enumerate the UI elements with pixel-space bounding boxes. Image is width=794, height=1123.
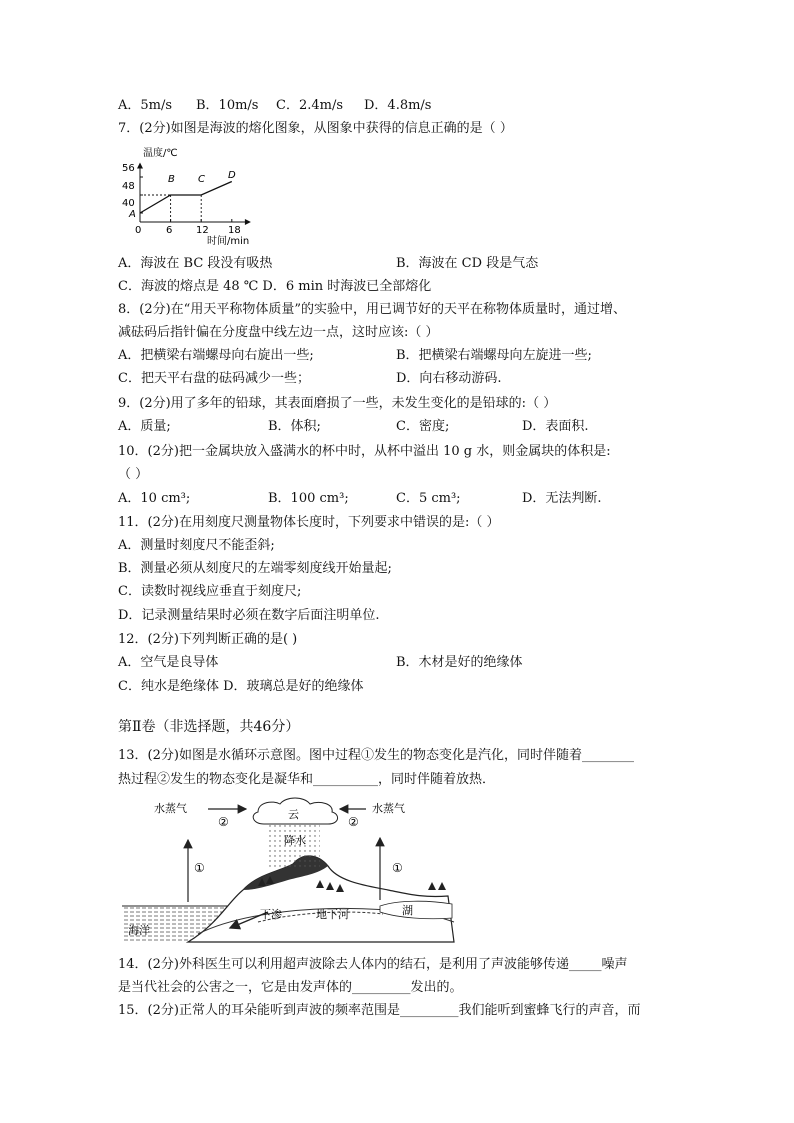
graph-ytick-48: 48: [122, 181, 135, 192]
label-vapor-right: 水蒸气: [372, 802, 405, 815]
label-rain: 降水: [284, 834, 306, 847]
q9-option-a: A．质量;: [118, 419, 171, 434]
q8-option-c: C．把天平右盘的砝码减少一些；: [118, 371, 310, 386]
q10-option-a: A．10 cm³;: [118, 491, 191, 506]
q12-option-cd: C．纯水是绝缘体 D．玻璃总是好的绝缘体: [118, 679, 364, 694]
q13-line2: 热过程②发生的物态变化是凝华和__________，同时伴随着放热．: [118, 772, 496, 787]
graph-xtick-6: 6: [166, 225, 173, 236]
graph-point-label-c: C: [198, 174, 205, 185]
q12-option-a: A．空气是良导体: [118, 655, 219, 670]
label-circle2-right: ②: [348, 815, 359, 829]
q11-option-a: A．测量时刻度尺不能歪斜;: [118, 538, 275, 553]
q7-option-a: A．海波在 BC 段没有吸热: [118, 256, 273, 271]
q15-line1: 15．(2分)正常人的耳朵能听到声波的频率范围是_________我们能听到蜜蜂飞行的声音，而: [118, 1003, 641, 1018]
q8-option-a: A．把横梁右端螺母向右旋出一些;: [118, 348, 314, 363]
q9-stem: 9．(2分)用了多年的铅球，其表面磨损了一些，未发生变化的是铅球的:（ ）: [118, 396, 557, 411]
graph-ylabel: 温度/℃: [143, 148, 178, 159]
q14-line1: 14．(2分)外科医生可以利用超声波除去人体内的结石，是利用了声波能够传递_____噪声: [118, 957, 628, 972]
graph-point-label-a: A: [129, 209, 136, 220]
q7-option-cd: C．海波的熔点是 48 ℃ D．6 min 时海波已全部熔化: [118, 279, 432, 294]
q6-option-a: A．5m/s: [118, 98, 173, 113]
graph-y-arrow: [137, 163, 143, 169]
q10-stem-line2: （ ）: [118, 467, 149, 482]
q13-line1: 13．(2分)如图是水循环示意图。图中过程①发生的物态变化是汽化，同时伴随着________: [118, 748, 634, 763]
section-2-title: 第Ⅱ卷（非选择题，共46分）: [118, 719, 300, 735]
label-vapor-left: 水蒸气: [154, 802, 187, 815]
graph-xtick-0: 0: [135, 225, 142, 236]
label-circle1-left: ①: [194, 861, 205, 875]
q11-option-c: C．读数时视线应垂直于刻度尺;: [118, 584, 302, 599]
graph-point-label-d: D: [228, 170, 236, 181]
label-circle2-left: ②: [218, 815, 229, 829]
label-cloud: 云: [288, 808, 299, 821]
graph-xlabel: 时间/min: [207, 236, 250, 247]
q12-option-b: B．木材是好的绝缘体: [396, 655, 523, 670]
q12-stem: 12．(2分)下列判断正确的是( ): [118, 632, 298, 647]
q6-option-d: D．4.8m/s: [364, 98, 432, 113]
graph-xtick-12: 12: [196, 225, 209, 236]
graph-ytick-56: 56: [122, 163, 135, 174]
label-ocean: 海洋: [128, 924, 150, 937]
q10-option-d: D．无法判断.: [522, 491, 602, 506]
q7-option-b: B．海波在 CD 段是气态: [396, 256, 539, 271]
q9-option-b: B．体积;: [268, 419, 321, 434]
melting-graph: [118, 142, 268, 248]
q9-option-c: C．密度;: [396, 419, 450, 434]
q8-stem-line1: 8．(2分)在“用天平称物体质量”的实验中，用已调节好的天平在称物体质量时，通过增、: [118, 302, 626, 317]
graph-xtick-18: 18: [228, 225, 241, 236]
water-cycle-diagram: [118, 794, 458, 946]
q6-option-b: B．10m/s: [196, 98, 259, 113]
q7-stem: 7．(2分)如图是海波的熔化图象，从图象中获得的信息正确的是（ ）: [118, 121, 513, 136]
graph-x-arrow: [245, 219, 251, 225]
q11-stem: 11．(2分)在用刻度尺测量物体长度时，下列要求中错误的是:（ ）: [118, 515, 500, 530]
q8-option-d: D．向右移动游码.: [396, 371, 502, 386]
label-circle1-right: ①: [392, 861, 403, 875]
label-lake: 湖: [402, 904, 413, 917]
graph-point-label-b: B: [168, 174, 175, 185]
graph-ytick-40: 40: [122, 198, 135, 209]
q10-stem-line1: 10．(2分)把一金属块放入盛满水的杯中时，从杯中溢出 10 g 水，则金属块的体积是:: [118, 444, 611, 459]
q8-option-b: B．把横梁右端螺母向左旋进一些;: [396, 348, 592, 363]
graph-melting-curve: [140, 182, 232, 214]
q11-option-d: D．记录测量结果时必须在数字后面注明单位.: [118, 608, 380, 623]
q11-option-b: B．测量必须从刻度尺的左端零刻度线开始量起;: [118, 561, 392, 576]
q8-stem-line2: 减砝码后指针偏在分度盘中线左边一点，这时应该:（ ）: [118, 325, 439, 340]
q14-line2: 是当代社会的公害之一，它是由发声体的_________发出的。: [118, 980, 463, 995]
q10-option-b: B．100 cm³;: [268, 491, 349, 506]
q6-option-c: C．2.4m/s: [276, 98, 343, 113]
label-underground-river: 地下河: [316, 908, 349, 921]
q10-option-c: C．5 cm³;: [396, 491, 461, 506]
q9-option-d: D．表面积.: [522, 419, 589, 434]
label-seep: 下渗: [260, 908, 282, 921]
